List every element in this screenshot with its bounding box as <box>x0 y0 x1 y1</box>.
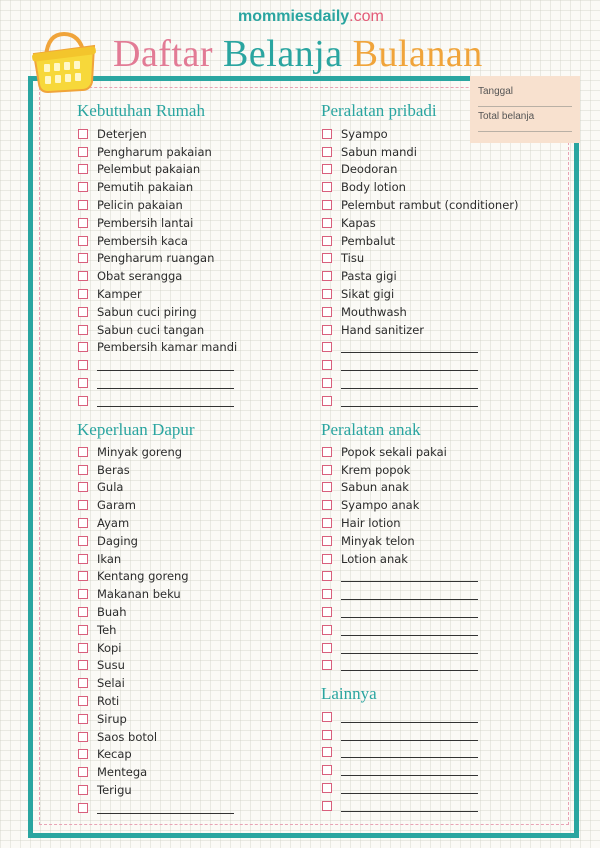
page-title <box>113 32 483 76</box>
section-title-kebutuhan-rumah: Kebutuhan Rumah <box>77 101 205 120</box>
checkbox-icon[interactable] <box>322 500 332 510</box>
checkbox-icon[interactable] <box>322 218 332 228</box>
checkbox-icon[interactable] <box>322 801 332 811</box>
checkbox-icon[interactable] <box>78 749 88 759</box>
checkbox-icon[interactable] <box>322 518 332 528</box>
list-item <box>78 763 234 781</box>
checkbox-icon[interactable] <box>78 342 88 352</box>
blank-write-in-line[interactable] <box>341 713 478 723</box>
checkbox-icon[interactable] <box>322 643 332 653</box>
brand-logo <box>238 8 384 26</box>
checkbox-icon[interactable] <box>322 607 332 617</box>
item-label: Saos botol <box>97 729 158 744</box>
item-label: Pembersih kaca <box>97 233 188 248</box>
item-label: Kamper <box>97 287 142 302</box>
list-item <box>322 392 519 410</box>
list-lainnya <box>322 708 478 815</box>
item-label: Minyak telon <box>341 533 415 548</box>
item-label: Makanan beku <box>97 587 181 602</box>
shopping-basket-icon <box>28 26 100 98</box>
list-item <box>322 339 519 357</box>
list-item <box>322 797 478 815</box>
list-item <box>322 443 478 461</box>
blank-write-in-line[interactable] <box>97 361 234 371</box>
list-item <box>322 143 519 161</box>
item-label: Garam <box>97 498 136 513</box>
list-item <box>322 744 478 762</box>
item-label: Mentega <box>97 765 148 780</box>
item-label: Kopi <box>97 640 122 655</box>
checkbox-icon[interactable] <box>78 164 88 174</box>
item-label: Ikan <box>97 551 122 566</box>
blank-write-in-line[interactable] <box>341 748 478 758</box>
item-label: Buah <box>97 605 127 620</box>
list-item <box>322 125 519 143</box>
list-item <box>322 374 519 392</box>
checkbox-icon[interactable] <box>322 396 332 406</box>
blank-write-in-line[interactable] <box>341 572 478 582</box>
list-item <box>78 461 234 479</box>
item-label: Terigu <box>97 783 132 798</box>
item-label: Kecap <box>97 747 132 762</box>
list-item <box>78 674 234 692</box>
item-label: Popok sekali pakai <box>341 444 447 459</box>
item-label: Hand sanitizer <box>341 322 425 337</box>
item-label: Pembalut <box>341 233 396 248</box>
item-label: Pasta gigi <box>341 269 397 284</box>
list-item <box>78 496 234 514</box>
list-item <box>78 321 237 339</box>
list-item <box>322 639 478 657</box>
checkbox-icon[interactable] <box>78 607 88 617</box>
list-item <box>78 285 237 303</box>
checkbox-icon[interactable] <box>78 785 88 795</box>
blank-write-in-line[interactable] <box>97 379 234 389</box>
checkbox-icon[interactable] <box>78 554 88 564</box>
blank-write-in-line[interactable] <box>341 361 478 371</box>
section-title-peralatan-pribadi: Peralatan pribadi <box>321 101 437 120</box>
item-label: Kapas <box>341 215 376 230</box>
checkbox-icon[interactable] <box>322 307 332 317</box>
checkbox-icon[interactable] <box>322 625 332 635</box>
checkbox-icon[interactable] <box>322 482 332 492</box>
checkbox-icon[interactable] <box>322 342 332 352</box>
list-item <box>78 781 234 799</box>
checkbox-icon[interactable] <box>322 164 332 174</box>
item-label: Sabun anak <box>341 480 409 495</box>
list-item <box>78 392 237 410</box>
list-item <box>78 568 234 586</box>
checkbox-icon[interactable] <box>322 271 332 281</box>
title-word-daftar: Daftar <box>113 33 214 75</box>
list-item <box>322 550 478 568</box>
checkbox-icon[interactable] <box>322 571 332 581</box>
checkbox-icon[interactable] <box>322 325 332 335</box>
list-item <box>78 550 234 568</box>
list-item <box>78 585 234 603</box>
blank-write-in-line[interactable] <box>341 766 478 776</box>
list-item <box>322 479 478 497</box>
checkbox-icon[interactable] <box>78 147 88 157</box>
checkbox-icon[interactable] <box>322 712 332 722</box>
list-item <box>78 125 237 143</box>
item-label: Roti <box>97 694 120 709</box>
list-item <box>78 479 234 497</box>
checkbox-icon[interactable] <box>322 765 332 775</box>
checkbox-icon[interactable] <box>78 678 88 688</box>
list-item <box>78 443 234 461</box>
item-label: Obat serangga <box>97 269 183 284</box>
section-title-keperluan-dapur: Keperluan Dapur <box>77 420 195 439</box>
list-item <box>78 232 237 250</box>
item-label: Syampo <box>341 126 388 141</box>
checkbox-icon[interactable] <box>322 360 332 370</box>
blank-write-in-line[interactable] <box>341 802 478 812</box>
list-item <box>322 196 519 214</box>
list-item <box>322 779 478 797</box>
list-item <box>322 708 478 726</box>
list-item <box>322 321 519 339</box>
list-item <box>322 585 478 603</box>
checkbox-icon[interactable] <box>78 518 88 528</box>
blank-write-in-line[interactable] <box>341 661 478 671</box>
brand-domain: .com <box>349 8 384 25</box>
checkbox-icon[interactable] <box>78 200 88 210</box>
list-item <box>78 339 237 357</box>
checkbox-icon[interactable] <box>322 289 332 299</box>
blank-write-in-line[interactable] <box>341 608 478 618</box>
list-item <box>78 178 237 196</box>
checkbox-icon[interactable] <box>78 129 88 139</box>
list-item <box>78 532 234 550</box>
item-label: Minyak goreng <box>97 444 183 459</box>
list-item <box>78 214 237 232</box>
checkbox-icon[interactable] <box>322 236 332 246</box>
blank-write-in-line[interactable] <box>341 626 478 636</box>
item-label: Mouthwash <box>341 304 407 319</box>
blank-write-in-line[interactable] <box>341 379 478 389</box>
item-label: Pelembut rambut (conditioner) <box>341 198 519 213</box>
item-label: Ayam <box>97 516 130 531</box>
item-label: Sirup <box>97 711 127 726</box>
list-item <box>78 267 237 285</box>
list-item <box>78 161 237 179</box>
item-label: Sikat gigi <box>341 287 395 302</box>
blank-write-in-line[interactable] <box>341 590 478 600</box>
checkbox-icon[interactable] <box>78 589 88 599</box>
checkbox-icon[interactable] <box>322 447 332 457</box>
checkbox-icon[interactable] <box>322 200 332 210</box>
checkbox-icon[interactable] <box>78 696 88 706</box>
checkbox-icon[interactable] <box>78 218 88 228</box>
list-peralatan-anak <box>322 443 478 674</box>
checkbox-icon[interactable] <box>78 660 88 670</box>
blank-write-in-line[interactable] <box>97 804 234 814</box>
checkbox-icon[interactable] <box>78 360 88 370</box>
checkbox-icon[interactable] <box>78 236 88 246</box>
checkbox-icon[interactable] <box>78 767 88 777</box>
item-label: Sabun mandi <box>341 144 417 159</box>
item-label: Sabun cuci piring <box>97 304 197 319</box>
list-item <box>78 196 237 214</box>
brand-name: mommiesdaily <box>238 8 350 25</box>
item-label: Pemutih pakaian <box>97 180 194 195</box>
list-item <box>322 178 519 196</box>
list-item <box>78 303 237 321</box>
list-item <box>322 461 478 479</box>
checkbox-icon[interactable] <box>322 147 332 157</box>
list-item <box>322 621 478 639</box>
list-item <box>78 799 234 817</box>
list-item <box>322 603 478 621</box>
item-label: Pengharum pakaian <box>97 144 212 159</box>
checkbox-icon[interactable] <box>78 465 88 475</box>
checkbox-icon[interactable] <box>78 482 88 492</box>
list-item <box>78 692 234 710</box>
list-item <box>322 726 478 744</box>
list-item <box>78 356 237 374</box>
checkbox-icon[interactable] <box>78 396 88 406</box>
list-item <box>78 250 237 268</box>
list-item <box>78 514 234 532</box>
checkbox-icon[interactable] <box>78 732 88 742</box>
item-label: Pelicin pakaian <box>97 198 183 213</box>
blank-write-in-line[interactable] <box>341 343 478 353</box>
list-item <box>78 728 234 746</box>
list-item <box>78 603 234 621</box>
item-label: Tisu <box>341 251 365 266</box>
item-label: Selai <box>97 676 125 691</box>
item-label: Daging <box>97 533 138 548</box>
list-item <box>322 285 519 303</box>
blank-write-in-line[interactable] <box>341 731 478 741</box>
section-title-lainnya: Lainnya <box>321 684 377 703</box>
checkbox-icon[interactable] <box>78 447 88 457</box>
checkbox-icon[interactable] <box>78 307 88 317</box>
list-item <box>322 761 478 779</box>
item-label: Deterjen <box>97 126 147 141</box>
item-label: Hair lotion <box>341 516 401 531</box>
title-word-bulanan: Bulanan <box>352 33 483 75</box>
checkbox-icon[interactable] <box>78 536 88 546</box>
checkbox-icon[interactable] <box>78 643 88 653</box>
item-label: Deodoran <box>341 162 398 177</box>
list-peralatan-pribadi <box>322 125 519 410</box>
list-item <box>322 250 519 268</box>
list-item <box>322 532 478 550</box>
blank-write-in-line[interactable] <box>341 784 478 794</box>
checkbox-icon[interactable] <box>322 465 332 475</box>
item-label: Krem popok <box>341 462 411 477</box>
checkbox-icon[interactable] <box>78 182 88 192</box>
checkbox-icon[interactable] <box>322 660 332 670</box>
checkbox-icon[interactable] <box>322 783 332 793</box>
checkbox-icon[interactable] <box>322 554 332 564</box>
item-label: Pengharum ruangan <box>97 251 215 266</box>
checkbox-icon[interactable] <box>78 571 88 581</box>
list-item <box>78 657 234 675</box>
checkbox-icon[interactable] <box>78 378 88 388</box>
checkbox-icon[interactable] <box>78 271 88 281</box>
list-item <box>322 657 478 675</box>
checkbox-icon[interactable] <box>78 803 88 813</box>
checkbox-icon[interactable] <box>322 253 332 263</box>
checkbox-icon[interactable] <box>322 589 332 599</box>
checkbox-icon[interactable] <box>322 747 332 757</box>
checkbox-icon[interactable] <box>78 325 88 335</box>
item-label: Sabun cuci tangan <box>97 322 205 337</box>
blank-write-in-line[interactable] <box>341 397 478 407</box>
item-label: Pembersih kamar mandi <box>97 340 238 355</box>
blank-write-in-line[interactable] <box>341 644 478 654</box>
list-item <box>78 639 234 657</box>
list-item <box>322 161 519 179</box>
section-title-peralatan-anak: Peralatan anak <box>321 420 421 439</box>
checkbox-icon[interactable] <box>78 714 88 724</box>
date-field[interactable]: Tanggal <box>478 82 572 107</box>
checkbox-icon[interactable] <box>78 289 88 299</box>
item-label: Body lotion <box>341 180 406 195</box>
checkbox-icon[interactable] <box>322 730 332 740</box>
checkbox-icon[interactable] <box>322 536 332 546</box>
list-item <box>322 267 519 285</box>
checkbox-icon[interactable] <box>78 500 88 510</box>
item-label: Syampo anak <box>341 498 420 513</box>
item-label: Kentang goreng <box>97 569 189 584</box>
item-label: Teh <box>97 622 117 637</box>
list-item <box>78 710 234 728</box>
list-item <box>322 514 478 532</box>
item-label: Pembersih lantai <box>97 215 194 230</box>
total-field[interactable]: Total belanja <box>478 107 572 132</box>
item-label: Pelembut pakaian <box>97 162 201 177</box>
list-kebutuhan-rumah <box>78 125 237 410</box>
list-item <box>78 746 234 764</box>
list-item <box>322 568 478 586</box>
blank-write-in-line[interactable] <box>97 397 234 407</box>
checkbox-icon[interactable] <box>322 129 332 139</box>
item-label: Susu <box>97 658 125 673</box>
list-item <box>322 356 519 374</box>
item-label: Lotion anak <box>341 551 408 566</box>
list-item <box>322 232 519 250</box>
checkbox-icon[interactable] <box>78 625 88 635</box>
list-keperluan-dapur <box>78 443 234 817</box>
list-item <box>322 214 519 232</box>
checkbox-icon[interactable] <box>78 253 88 263</box>
checkbox-icon[interactable] <box>322 378 332 388</box>
list-item <box>78 374 237 392</box>
item-label: Gula <box>97 480 124 495</box>
title-word-belanja: Belanja <box>223 33 343 75</box>
list-item <box>78 621 234 639</box>
list-item <box>322 303 519 321</box>
checkbox-icon[interactable] <box>322 182 332 192</box>
list-item <box>322 496 478 514</box>
list-item <box>78 143 237 161</box>
item-label: Beras <box>97 462 130 477</box>
